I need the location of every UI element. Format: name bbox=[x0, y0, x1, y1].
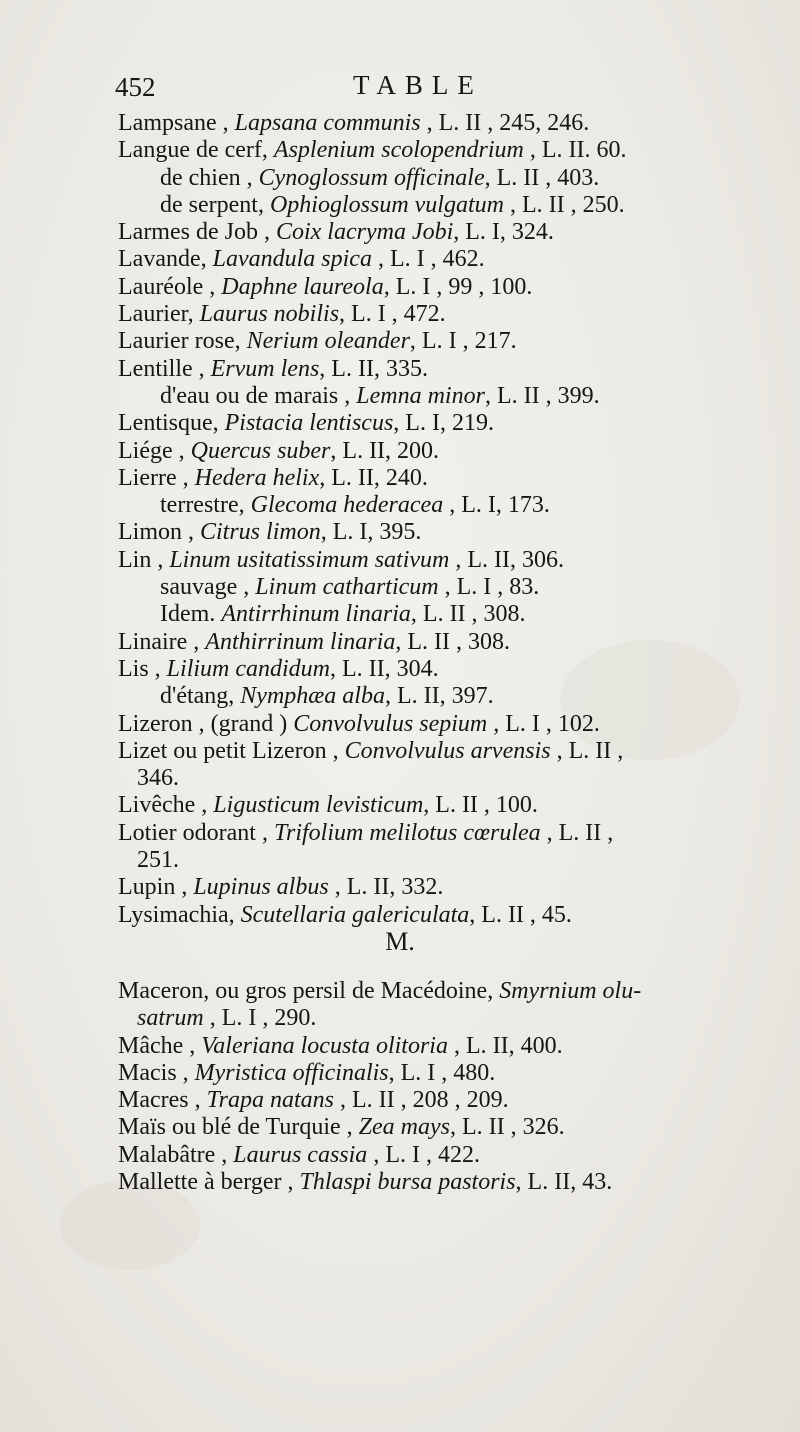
entry-latin-name: Hedera helix bbox=[194, 464, 320, 491]
entry-latin-name: Laurus nobilis bbox=[199, 301, 340, 328]
index-entry bbox=[0, 356, 800, 383]
index-entry bbox=[0, 519, 800, 546]
entry-reference: , L. II , 308. bbox=[395, 628, 510, 655]
entry-reference: , L. I, 173. bbox=[443, 492, 550, 519]
entry-common-name: Larmes de Job , bbox=[118, 219, 276, 246]
entry-common-name: Limon , bbox=[118, 519, 200, 546]
entry-latin-name: Valeriana locusta olitoria bbox=[201, 1032, 448, 1059]
entry-common-name: d'étang, bbox=[160, 683, 241, 710]
entry-latin-name: Ligusticum levisticum bbox=[213, 792, 424, 819]
entry-reference: , L. I, 324. bbox=[453, 219, 554, 246]
entry-reference: , L. II , 403. bbox=[484, 164, 600, 191]
entry-common-name: Lupin , bbox=[118, 874, 194, 901]
page-header bbox=[115, 66, 675, 106]
index-entry bbox=[0, 1033, 800, 1060]
index-entry bbox=[0, 574, 800, 601]
entry-common-name: Livêche , bbox=[118, 792, 214, 819]
index-entry bbox=[0, 165, 800, 192]
entry-common-name: Lysimachia, bbox=[118, 901, 241, 928]
index-entry bbox=[0, 601, 800, 628]
entry-reference: , L. I , 83. bbox=[438, 574, 540, 601]
entry-latin-name: Linum catharticum bbox=[255, 574, 439, 601]
index-entries-m bbox=[0, 978, 800, 1196]
entry-common-name: Mâche , bbox=[118, 1032, 202, 1059]
entry-common-name: Laurier, bbox=[118, 301, 200, 328]
entry-reference: , L. II , 208 , 209. bbox=[334, 1087, 509, 1114]
entry-common-name: Maceron, ou gros persil de Macédoine, bbox=[118, 978, 500, 1004]
index-entry bbox=[0, 246, 800, 273]
entry-latin-name: Thlaspi bursa pastoris bbox=[299, 1169, 516, 1196]
entry-reference: , L. II, 335. bbox=[319, 355, 428, 382]
index-entries-l bbox=[0, 110, 800, 929]
entry-latin-name: Smyrnium olu- bbox=[499, 978, 642, 1004]
entry-latin-name: Lilium candidum bbox=[166, 655, 331, 682]
entry-common-name: Mallette à berger , bbox=[118, 1169, 300, 1196]
entry-reference: , L. I, 395. bbox=[320, 519, 422, 546]
entry-common-name: Lentisque, bbox=[118, 410, 225, 437]
entry-common-name: Lizeron , (grand ) bbox=[118, 710, 294, 737]
entry-latin-name: Anthirrinum linaria bbox=[205, 628, 396, 655]
index-entry bbox=[0, 874, 800, 901]
entry-latin-name: Lemna minor bbox=[356, 382, 485, 409]
page-number: 452 bbox=[115, 72, 156, 102]
entry-latin-name: Lapsana communis bbox=[234, 110, 421, 136]
entry-reference: , L. II , 245, 246. bbox=[420, 110, 590, 136]
entry-reference: , L. II, 304. bbox=[330, 655, 439, 682]
entry-reference: , L. I , 462. bbox=[371, 246, 485, 273]
entry-latin-name: Convolvulus arvensis bbox=[344, 737, 551, 764]
index-entry bbox=[0, 301, 800, 328]
entry-common-name: Lauréole , bbox=[118, 273, 222, 300]
index-entry bbox=[0, 328, 800, 355]
entry-latin-name: Daphne laureola bbox=[221, 273, 384, 300]
entry-reference: , L. II , bbox=[550, 737, 624, 764]
index-entry bbox=[0, 711, 800, 738]
entry-latin-name: Trifolium melilotus cœrulea bbox=[273, 819, 541, 846]
entry-latin-name: Lupinus albus bbox=[193, 874, 329, 901]
entry-common-name: Lierre , bbox=[118, 464, 195, 491]
index-entry bbox=[0, 137, 800, 164]
entry-reference: , L. I , 472. bbox=[339, 301, 446, 328]
index-entry bbox=[0, 765, 800, 792]
index-entry bbox=[0, 847, 800, 874]
entry-common-name: 346. bbox=[137, 765, 179, 792]
index-entry bbox=[0, 465, 800, 492]
entry-latin-name: Pistacia lentiscus bbox=[224, 410, 394, 437]
index-entry bbox=[0, 978, 800, 1005]
entry-latin-name: Cynoglossum officinale bbox=[258, 164, 485, 191]
entry-latin-name: Glecoma hederacea bbox=[250, 492, 444, 519]
entry-common-name: Idem. bbox=[160, 601, 222, 628]
entry-latin-name: Trapa natans bbox=[206, 1087, 335, 1114]
entry-reference: , L. I, 219. bbox=[393, 410, 494, 437]
entry-reference: , L. II , 308. bbox=[410, 601, 526, 628]
entry-reference: , L. II , 45. bbox=[469, 901, 572, 928]
index-entry bbox=[0, 438, 800, 465]
running-head: TABLE bbox=[353, 70, 483, 100]
index-entry bbox=[0, 1005, 800, 1032]
entry-latin-name: Ophioglossum vulgatum bbox=[269, 191, 504, 218]
entry-reference: , L. II , 100. bbox=[423, 792, 538, 819]
index-entry bbox=[0, 656, 800, 683]
entry-latin-name: Asplenium scolopendrium bbox=[273, 137, 524, 164]
index-entry bbox=[0, 629, 800, 656]
index-entry bbox=[0, 902, 800, 929]
entry-latin-name: Linum usitatissimum sativum bbox=[169, 546, 450, 573]
entry-reference: , L. II, 240. bbox=[319, 464, 428, 491]
entry-common-name: de serpent, bbox=[160, 191, 270, 218]
entry-common-name: sauvage , bbox=[160, 574, 256, 601]
entry-common-name: Lotier odorant , bbox=[118, 819, 274, 846]
entry-common-name: Lentille , bbox=[118, 355, 211, 382]
entry-common-name: Lin , bbox=[118, 546, 170, 573]
entry-common-name: Lizet ou petit Lizeron , bbox=[118, 737, 345, 764]
entry-latin-name: Zea mays bbox=[358, 1114, 450, 1141]
entry-latin-name: Laurus cassia bbox=[233, 1141, 368, 1168]
entry-common-name: 251. bbox=[137, 847, 179, 874]
entry-reference: , L. I , 480. bbox=[388, 1059, 496, 1086]
entry-common-name: Malabâtre , bbox=[118, 1141, 234, 1168]
entry-reference: , L. I , 99 , 100. bbox=[383, 273, 533, 300]
index-entry bbox=[0, 1087, 800, 1114]
index-entry bbox=[0, 683, 800, 710]
entry-common-name: Lis , bbox=[118, 655, 167, 682]
entry-common-name: Laurier rose, bbox=[118, 328, 247, 355]
index-entry bbox=[0, 1169, 800, 1196]
entry-common-name: Maïs ou blé de Turquie , bbox=[118, 1114, 359, 1141]
index-entry bbox=[0, 1060, 800, 1087]
entry-latin-name: Ervum lens bbox=[210, 355, 320, 382]
index-entry bbox=[0, 383, 800, 410]
index-entry bbox=[0, 820, 800, 847]
entry-reference: , L. II, 397. bbox=[384, 683, 494, 710]
index-entry bbox=[0, 738, 800, 765]
entry-reference: , L. II, 200. bbox=[330, 437, 440, 464]
index-entry bbox=[0, 492, 800, 519]
entry-reference: , L. II , bbox=[540, 819, 614, 846]
index-entry bbox=[0, 792, 800, 819]
entry-reference: , L. II. 60. bbox=[523, 137, 627, 164]
entry-common-name: Macres , bbox=[118, 1087, 207, 1114]
entry-latin-name: Nerium oleander bbox=[246, 328, 410, 355]
entry-reference: , L. II , 326. bbox=[450, 1114, 565, 1141]
entry-common-name: Lampsane , bbox=[118, 110, 235, 136]
entry-common-name: de chien , bbox=[160, 164, 259, 191]
index-entry bbox=[0, 192, 800, 219]
entry-common-name: Liége , bbox=[118, 437, 191, 464]
entry-latin-name: Coix lacryma Jobi bbox=[275, 219, 454, 246]
entry-latin-name: Myristica officinalis bbox=[194, 1059, 389, 1086]
index-entry bbox=[0, 410, 800, 437]
index-entry bbox=[0, 110, 800, 137]
index-entry bbox=[0, 274, 800, 301]
index-entry bbox=[0, 219, 800, 246]
entry-reference: , L. II, 332. bbox=[328, 874, 444, 901]
entry-latin-name: satrum bbox=[137, 1005, 204, 1032]
entry-common-name: d'eau ou de marais , bbox=[160, 382, 357, 409]
entry-latin-name: Scutellaria galericulata bbox=[240, 901, 470, 928]
entry-latin-name: Lavandula spica bbox=[212, 246, 372, 273]
entry-common-name: terrestre, bbox=[160, 492, 251, 519]
entry-reference: , L. I , 422. bbox=[367, 1141, 480, 1168]
entry-common-name: Lavande, bbox=[118, 246, 213, 273]
entry-latin-name: Quercus suber bbox=[190, 437, 331, 464]
entry-reference: , L. I , 102. bbox=[487, 710, 600, 737]
entry-common-name: Macis , bbox=[118, 1059, 195, 1086]
entry-reference: , L. II , 399. bbox=[484, 382, 600, 409]
entry-latin-name: Citrus limon bbox=[200, 519, 321, 546]
entry-reference: , L. I , 290. bbox=[203, 1005, 317, 1032]
entry-common-name: Langue de cerf, bbox=[118, 137, 274, 164]
index-entry bbox=[0, 1114, 800, 1141]
index-entry bbox=[0, 1142, 800, 1169]
index-entry bbox=[0, 547, 800, 574]
entry-reference: , L. II, 43. bbox=[515, 1169, 613, 1196]
entry-latin-name: Antirrhinum linaria bbox=[221, 601, 411, 628]
entry-reference: , L. I , 217. bbox=[409, 328, 517, 355]
entry-reference: , L. II, 306. bbox=[449, 546, 565, 573]
section-letter: M. bbox=[385, 927, 415, 956]
entry-latin-name: Nymphæa alba bbox=[240, 683, 385, 710]
entry-reference: , L. II , 250. bbox=[503, 191, 625, 218]
entry-latin-name: Convolvulus sepium bbox=[293, 710, 488, 737]
entry-reference: , L. II, 400. bbox=[447, 1032, 563, 1059]
entry-common-name: Linaire , bbox=[118, 628, 206, 655]
